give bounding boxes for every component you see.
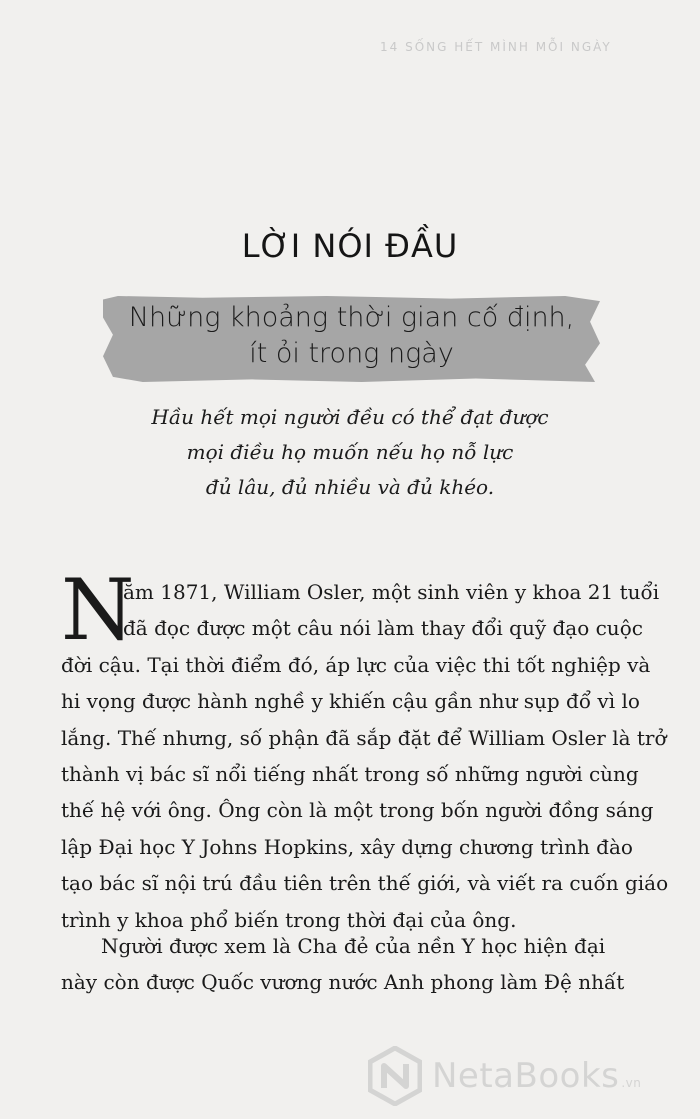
body-paragraph-1 [61,561,681,938]
text-line: đời cậu. Tại thời điểm đó, áp lực của việc thi tốt nghiệp và [61,652,651,677]
netabooks-logo-icon [368,1046,422,1106]
epigraph-line: mọi điều họ muốn nếu họ nỗ lực [186,440,514,464]
text-line: ăm 1871, William Osler, một sinh viên y khoa 21 tuổi [123,580,660,604]
chapter-title: LỜI NÓI ĐẦU [241,227,459,265]
watermark [368,1041,641,1111]
text-line: hi vọng được hành nghề y khiến cậu gần như sụp đổ vì lo [61,689,640,714]
text-line: đã đọc được một câu nói làm thay đổi quỹ đạo cuộc [123,616,643,641]
watermark-text [432,1056,641,1096]
watermark-brand: NetaBooks [432,1056,620,1096]
epigraph-line: đủ lâu, đủ nhiều và đủ khéo. [205,475,495,499]
epigraph-line: Hầu hết mọi người đều có thể đạt được [151,405,549,429]
text-line: lắng. Thế nhưng, số phận đã sắp đặt để William Osler là trở [61,725,667,750]
text-line: thành vị bác sĩ nổi tiếng nhất trong số những người cùng [61,762,639,787]
text-line: Người được xem là Cha đẻ của nền Y học hiện đại [101,934,606,958]
subtitle-line: Những khoảng thời gian cố định, [128,302,575,333]
drop-cap: N [61,561,135,659]
subtitle-line: ít ỏi trong ngày [249,338,454,369]
text-line: trình y khoa phổ biến trong thời đại của ông. [61,907,517,932]
text-line: này còn được Quốc vương nước Anh phong làm Đệ nhất [61,970,625,995]
text-line: tạo bác sĩ nội trú đầu tiên trên thế giới, và viết ra cuốn giáo [61,871,669,896]
body-paragraph-2 [61,928,681,1001]
watermark-suffix: .vn [621,1076,642,1090]
text-line: lập Đại học Y Johns Hopkins, xây dựng chương trình đào [61,834,633,859]
epigraph-quote [0,400,700,505]
running-head: 14 SỐNG HẾT MÌNH MỖI NGÀY [380,40,612,54]
subtitle-banner [103,300,600,372]
text-line: thế hệ với ông. Ông còn là một trong bốn người đồng sáng [61,798,654,823]
